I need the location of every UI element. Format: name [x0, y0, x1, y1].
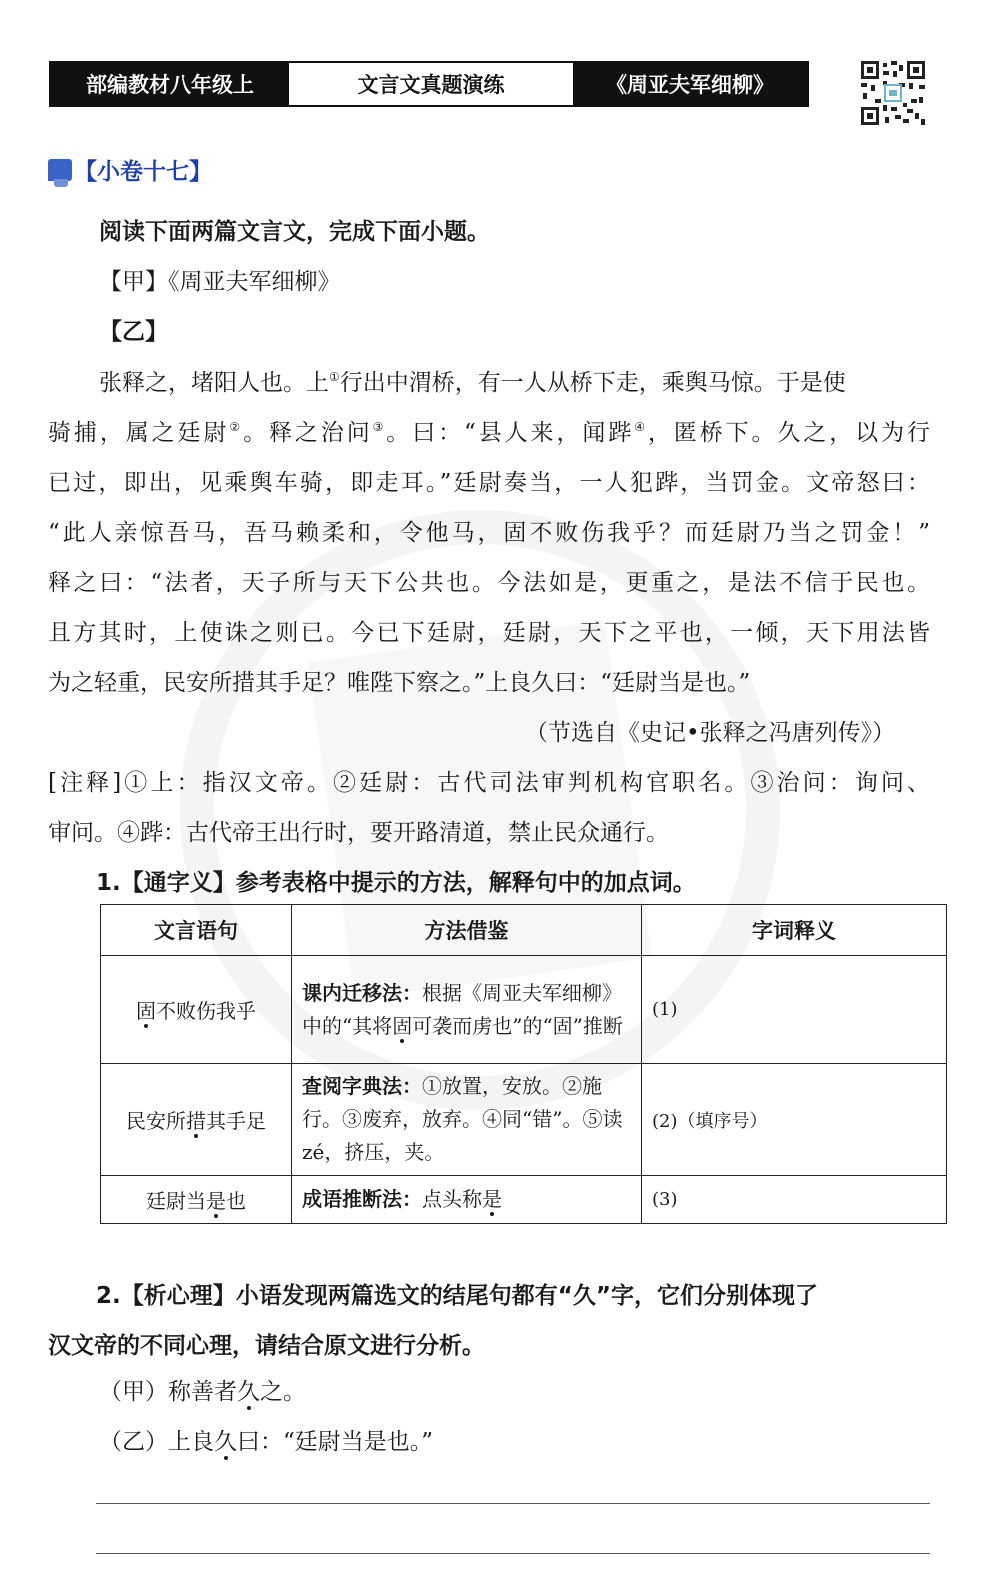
instruction: 阅读下面两篇文言文，完成下面小题。 — [99, 219, 490, 245]
notes-line-2: 审问。④跸：古代帝王出行时，要开路清道，禁止民众通行。 — [48, 820, 669, 846]
answer-line[interactable] — [96, 1503, 930, 1504]
table-row — [101, 1176, 947, 1224]
method-table — [100, 904, 947, 1224]
column-header: 文言语句 — [101, 905, 292, 956]
column-header: 字词释义 — [642, 905, 947, 956]
section-title: 【小卷十七】 — [74, 159, 212, 185]
header-subject: 文言文真题演练 — [289, 63, 573, 105]
bookmark-icon — [48, 159, 72, 181]
question-2-line-2: 汉文帝的不同心理，请结合原文进行分析。 — [48, 1333, 485, 1359]
passage-source: （节选自《史记•张释之冯唐列传》） — [525, 720, 896, 746]
qr-code-icon[interactable] — [859, 59, 927, 127]
table-row — [101, 1064, 947, 1176]
passage-line-4: “此人亲惊吾马，吾马赖柔和，令他马，固不败伤我乎？而廷尉乃当之罚金！” — [48, 520, 930, 546]
passage-jia-label: 【甲】《周亚夫军细柳》 — [99, 269, 341, 295]
passage-line-6: 且方其时，上使诛之则已。今已下廷尉，廷尉，天下之平也，一倾，天下用法皆 — [48, 620, 930, 646]
notes-line-1: [注释]①上：指汉文帝。②廷尉：古代司法审判机构官职名。③治问：询问、 — [48, 770, 930, 796]
sentence-cell: 廷尉当是也 — [101, 1176, 292, 1224]
header-title: 《周亚夫军细柳》 — [573, 63, 807, 105]
sentence-cell: 固不败伤我乎 — [101, 956, 292, 1064]
table-header-row — [101, 905, 947, 956]
passage-line-3: 已过，即出，见乘舆车骑，即走耳。”廷尉奏当，一人犯跸，当罚金。文帝怒曰： — [48, 470, 930, 496]
answer-blank[interactable]: (2)（填序号） — [642, 1064, 947, 1176]
question-1-title: 1.【通字义】参考表格中提示的方法，解释句中的加点词。 — [96, 870, 696, 896]
passage-yi-label: 【乙】 — [99, 319, 168, 345]
answer-blank[interactable]: (3) — [642, 1176, 947, 1224]
question-2-line-1: 2.【析心理】小语发现两篇选文的结尾句都有“久”字，它们分别体现了 — [96, 1283, 818, 1309]
sentence-cell: 民安所措其手足 — [101, 1064, 292, 1176]
table-row — [101, 956, 947, 1064]
method-cell: 课内迁移法：根据《周亚夫军细柳》中的“其将固可袭而虏也”的“固”推断 — [292, 956, 642, 1064]
method-cell: 成语推断法：点头称是 — [292, 1176, 642, 1224]
passage-line-1: 张释之，堵阳人也。上①行出中渭桥，有一人从桥下走，乘舆马惊。于是使 — [99, 370, 846, 396]
question-2-item-yi: （乙）上良久曰：“廷尉当是也。” — [99, 1429, 434, 1455]
answer-blank[interactable]: (1) — [642, 956, 947, 1064]
answer-line[interactable] — [96, 1553, 930, 1554]
header-bar — [49, 61, 809, 107]
passage-line-7: 为之轻重，民安所措其手足？唯陛下察之。”上良久曰：“廷尉当是也。” — [48, 670, 751, 696]
column-header: 方法借鉴 — [292, 905, 642, 956]
method-cell: 查阅字典法：①放置，安放。②施行。③废弃，放弃。④同“错”。⑤读 zé，挤压，夹。 — [292, 1064, 642, 1176]
section-tag — [48, 153, 212, 186]
passage-line-2: 骑捕，属之廷尉②。释之治问③。曰：“县人来，闻跸④，匿桥下。久之，以为行 — [48, 420, 930, 446]
passage-line-5: 释之曰：“法者，天子所与天下公共也。今法如是，更重之，是法不信于民也。 — [48, 570, 930, 596]
question-2-item-jia: （甲）称善者久之。 — [99, 1379, 306, 1405]
header-grade: 部编教材八年级上 — [51, 63, 289, 105]
